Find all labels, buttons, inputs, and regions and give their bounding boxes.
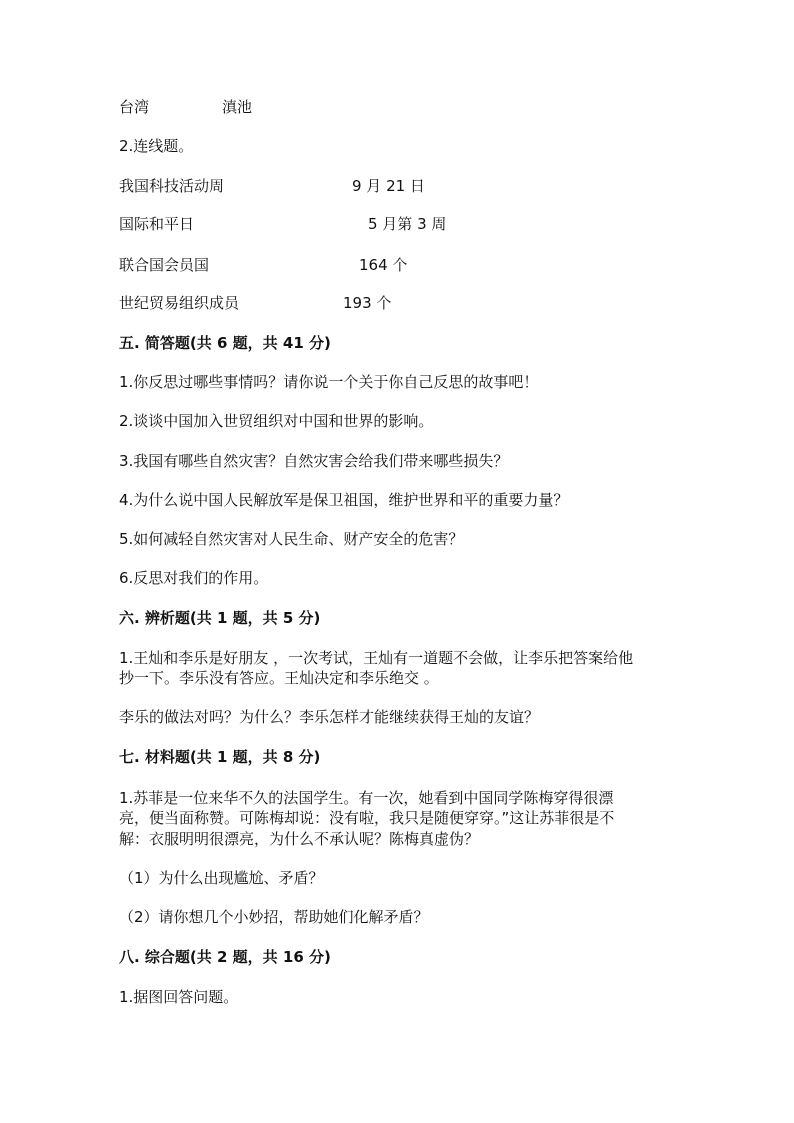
section-heading: 五. 简答题(共 6 题，共 41 分) — [119, 334, 331, 352]
question-item: 1.据图回答问题。 — [119, 988, 239, 1006]
question-item: 2.谈谈中国加入世贸组织对中国和世界的影响。 — [119, 412, 434, 430]
section-heading: 八. 综合题(共 2 题，共 16 分) — [119, 948, 331, 966]
match-left-taiwan: 台湾 — [119, 98, 150, 116]
section-heading: 六. 辨析题(共 1 题，共 5 分) — [119, 609, 321, 627]
sub-question: （2）请你想几个小妙招，帮助她们化解矛盾？ — [119, 908, 429, 926]
match-left-item: 我国科技活动周 — [119, 177, 225, 195]
question-item: 3.我国有哪些自然灾害？自然灾害会给我们带来哪些损失？ — [119, 452, 509, 470]
question-text-line: 1.王灿和李乐是好朋友 ，一次考试，王灿有一道题不会做，让李乐把答案给他 — [119, 649, 634, 667]
question-prompt: 李乐的做法对吗？为什么？李乐怎样才能继续获得王灿的友谊？ — [119, 708, 540, 726]
match-right-dianchi: 滇池 — [222, 98, 253, 116]
match-left-item: 国际和平日 — [119, 215, 195, 233]
match-left-item: 联合国会员国 — [119, 256, 210, 274]
question-item: 1.你反思过哪些事情吗？请你说一个关于你自己反思的故事吧！ — [119, 373, 539, 391]
question-text-line: 解：衣服明明很漂亮，为什么不承认呢？陈梅真虚伪？ — [119, 830, 480, 848]
question-item: 5.如何减轻自然灾害对人民生命、财产安全的危害？ — [119, 530, 464, 548]
question-item: 6.反思对我们的作用。 — [119, 569, 269, 587]
match-right-item: 9 月 21 日 — [352, 177, 425, 195]
match-right-item: 5 月第 3 周 — [368, 215, 447, 233]
question-item: 4.为什么说中国人民解放军是保卫祖国，维护世界和平的重要力量？ — [119, 491, 569, 509]
question-title: 2.连线题。 — [119, 137, 194, 155]
match-right-item: 193 个 — [343, 294, 392, 312]
question-text-line: 抄一下。李乐没有答应。王灿决定和李乐绝交 。 — [119, 669, 439, 687]
question-text-line: 1.苏菲是一位来华不久的法国学生。有一次，她看到中国同学陈梅穿得很漂 — [119, 789, 614, 807]
section-heading: 七. 材料题(共 1 题，共 8 分) — [119, 748, 321, 766]
match-left-item: 世纪贸易组织成员 — [119, 294, 240, 312]
sub-question: （1）为什么出现尴尬、矛盾？ — [119, 869, 324, 887]
question-text-line: 亮，便当面称赞。可陈梅却说：没有啦，我只是随便穿穿。”这让苏菲很是不 — [119, 809, 615, 827]
match-right-item: 164 个 — [359, 256, 408, 274]
